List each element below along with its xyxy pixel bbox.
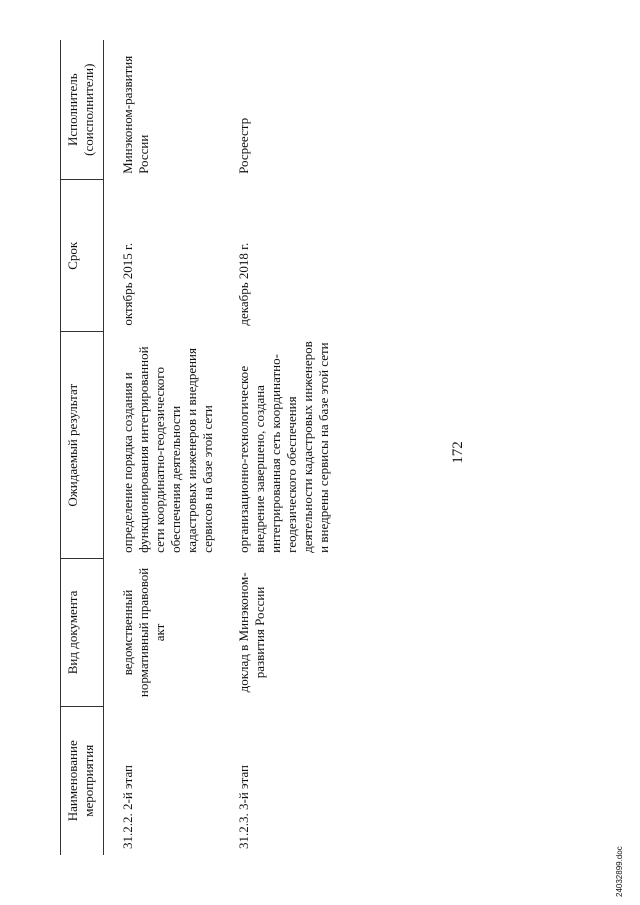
row-executor: Минэконом-развития России [120,55,151,174]
row-name: 31.2.3. 3-й этап [236,764,251,849]
page-number: 172 [450,441,466,464]
row-term: октябрь 2015 г. [120,242,135,326]
measures-table [60,40,336,855]
header-executor: Исполнитель (соисполнители) [61,40,104,180]
footer-doc-code: 24032899.doc [615,846,624,897]
row-doc-type: ведомственный нормативный правовой акт [120,567,167,698]
row-result: определение порядка создания и функционирования интегрированной сети координатно-геодезического обеспечения деятельности кадастровых инженеров и внедрения сервисов на базе этой сети [120,346,215,553]
header-term: Срок [61,180,104,332]
row-name: 31.2.2. 2-й этап [120,764,135,849]
row-executor: Росреестр [236,117,251,174]
row-term: декабрь 2018 г. [236,242,251,326]
table-row [220,40,336,855]
table-header-row [61,40,104,855]
header-name: Наименование мероприятия [61,706,104,855]
row-result: организационно-технологическое внедрение завершено, создана интегрированная сеть координатно-геодезического обеспечения деятельности кадастровых инженеров и внедрены сервисы на базе этой сети [236,341,331,553]
header-result: Ожидаемый результат [61,332,104,559]
header-doc-type: Вид документа [61,559,104,706]
table-row [104,40,221,855]
row-doc-type: доклад в Минэконом-развития России [236,572,267,693]
